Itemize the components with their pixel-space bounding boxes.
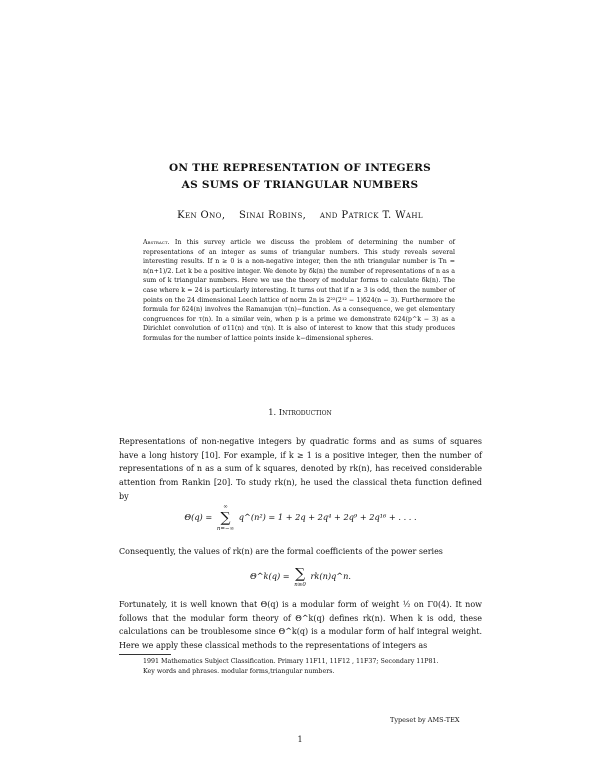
author-2: Sinai Robins, (239, 210, 307, 221)
paragraph-2-text: Consequently, the values of rk(n) are the formal coefficients of the power series (119, 547, 443, 556)
paragraph-1-text: Representations of non-negative integers by quadratic forms and as sums of squares have a long history [10]. For example, if k ≥ 1 is a positive integer, then the number of representations of n as a sum of k squares, denoted by rk(n), has received considerable attention from Rankin [20]. To study rk(n), he used the classical theta function defined by (119, 437, 482, 501)
typeset-note: Typeset by AMS-TEX (390, 716, 460, 724)
author-1: Ken Ono, (177, 210, 226, 221)
abstract-text: In this survey article we discuss the problem of determining the number of representations of an integer as sums of triangular numbers. This study reveals several interesting results. If n ≥ 0 is a non-negative integer, then the nth triangular number is Tn = n(n+1)/2. Let k be a positive integer. We denote by δk(n) the number of representations of n as a sum of k triangular numbers. Here we use the theory of modular forms to calculate δk(n). The case where k = 24 is particularly interesting. It turns out that if n ≥ 3 is odd, then the number of points on the 24 dimensional Leech lattice of norm 2n is 2²²(2¹² − 1)δ24(n − 3). Furthermore the formula for δ24(n) involves the Ramanujan τ(n)−function. As a consequence, we get elementary congruences for τ(n). In a similar vein, when p is a prime we demonstrate δ24(p^k − 3) as a Dirichlet convolution of σ11(n) and τ(n). It is also of interest to know that this study produces formulas for the number of lattice points inside k−dimensional spheres. (143, 239, 455, 342)
page-number: 1 (297, 735, 303, 744)
sum-lower-limit-2: n≥0 (294, 582, 306, 588)
sigma-symbol-2: ∑ (295, 566, 306, 582)
footnotes (119, 657, 482, 677)
paragraph-2 (119, 545, 482, 559)
paper-title (0, 160, 600, 194)
abstract-label: Abstract. (143, 239, 170, 246)
paragraph-3-text: Fortunately, it is well known that Θ(q) is a modular form of weight ½ on Γ0(4). It now follows that the modular form theory of Θ^k(q) defines rk(n). When k is odd, these calculations can be troublesome since Θ^k(q) is a modular form of half integral weight. Here we apply these classical methods to the representations of integers as (119, 600, 482, 651)
equation-series-rhs: rk(n)q^n. (310, 571, 352, 581)
title-line-2: AS SUMS OF TRIANGULAR NUMBERS (181, 179, 419, 191)
footnote-keywords: Key words and phrases. modular forms,triangular numbers. (143, 668, 335, 675)
footnote-rule (119, 654, 171, 655)
sum-limits-2 (294, 566, 306, 588)
footnote-msc: 1991 Mathematics Subject Classification. Primary 11F11, 11F12 , 11F37; Secondary 11P81. (143, 658, 439, 665)
authors (0, 210, 600, 221)
equation-theta (119, 504, 482, 532)
equation-theta-lhs: Θ(q) = (184, 512, 213, 522)
paragraph-1 (119, 435, 482, 504)
title-line-1: ON THE REPRESENTATION OF INTEGERS (168, 162, 432, 174)
section-heading: 1. Introduction (268, 407, 332, 417)
equation-theta-rhs: q^(n²) = 1 + 2q + 2q⁴ + 2q⁹ + 2q¹⁶ + . . . . (238, 512, 417, 522)
paragraph-3 (119, 598, 482, 653)
sum-lower-limit: n=−∞ (216, 526, 235, 532)
equation-power-series (119, 566, 482, 588)
sigma-symbol: ∑ (220, 510, 231, 526)
sum-limits (217, 504, 234, 532)
author-3: and Patrick T. Wahl (319, 210, 423, 221)
sum-upper-limit: ∞ (223, 504, 228, 510)
abstract (143, 238, 455, 344)
equation-series-lhs: Θ^k(q) = (249, 571, 290, 581)
